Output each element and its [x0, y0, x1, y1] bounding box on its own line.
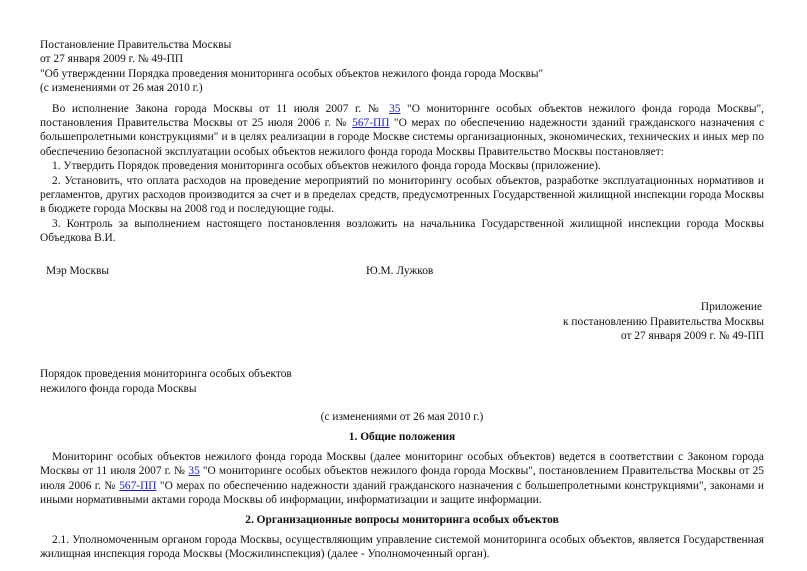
signature-block	[40, 264, 764, 278]
item-1: 1. Утвердить Порядок проведения мониторинга особых объектов нежилого фонда города Москвы (приложение).	[52, 160, 601, 173]
section-1-heading: 1. Общие положения	[348, 430, 456, 443]
header-amendments: (с изменениями от 26 мая 2010 г.)	[40, 82, 203, 95]
law-35-link[interactable]: 35	[389, 102, 401, 115]
order-amendments: (с изменениями от 26 мая 2010 г.)	[320, 411, 484, 424]
document-header	[40, 38, 764, 96]
header-title: Постановление Правительства Москвы	[40, 39, 232, 51]
order-title-line-1: Порядок проведения мониторинга особых объектов	[40, 368, 292, 381]
order-title-line-2: нежилого фонда города Москвы	[40, 382, 197, 395]
s1-decree-567-link[interactable]: 567-ПП	[119, 479, 157, 492]
intro-paragraph	[40, 102, 764, 160]
s1-text-1: Мониторинг особых объектов нежилого фонда города Москвы (далее мониторинг особых объектов) ведется в соответствии с Законом города Москвы от 11 июля 2007 г. №	[40, 450, 764, 478]
appendix-note	[40, 300, 764, 343]
intro-text-3: "О мерах по обеспечению надежности зданий гражданского назначения с большепролетными конструкциями" и в целях реализации в городе Москве системы организационных, экономических, технических и иных мер по обеспечению безопасной эксплуатации особых объектов нежилого фонда города Москвы Правительство Москвы постановляет:	[40, 117, 764, 158]
section-2-paragraph-1: 2.1. Уполномоченным органом города Москвы, осуществляющим управление системой мониторинга особых объектов, является Государственная жилищная инспекция города Москвы (Мосжилинспекция) (далее - Уполномоченный орган).	[40, 533, 764, 561]
section-1-paragraph	[40, 450, 764, 508]
header-date: от 27 января 2009 г. № 49-ПП	[40, 53, 184, 66]
section-2-heading: 2. Организационные вопросы мониторинга особых объектов	[245, 513, 559, 526]
header-subject: "Об утверждении Порядка проведения мониторинга особых объектов нежилого фонда города Москвы"	[40, 67, 544, 80]
intro-text-2: "О мониторинге особых объектов нежилого фонда города Москвы", постановления Правительства Москвы от 25 июля 2006 г. №	[40, 102, 765, 130]
order-title	[40, 367, 764, 396]
signature-title: Мэр Москвы	[46, 264, 110, 277]
appendix-date: от 27 января 2009 г. № 49-ПП	[620, 329, 764, 342]
item-3: 3. Контроль за выполнением настоящего постановления возложить на начальника Государственной жилищной инспекции города Москвы Объедкова В.И.	[40, 217, 764, 245]
document-page	[40, 38, 764, 562]
s1-law-35-link[interactable]: 35	[188, 465, 200, 478]
appendix-decree: к постановлению Правительства Москвы	[563, 315, 764, 328]
appendix-label: Приложение	[700, 301, 762, 314]
s1-text-2: "О мониторинге особых объектов нежилого фонда города Москвы", постановлением Правительства Москвы от 25 июля 2006 г. №	[40, 465, 765, 492]
decree-567-link[interactable]: 567-ПП	[352, 117, 390, 130]
s1-text-3: "О мерах по обеспечению надежности зданий гражданского назначения с большепролетными конструкциями", законами и иными нормативными актами города Москвы об информации, информатизации и защите информации.	[40, 479, 764, 507]
item-2: 2. Установить, что оплата расходов на проведение мероприятий по мониторингу особых объектов, разработке эксплуатационных нормативов и регламентов, других расходов производится за счет и в пределах средств, предусмотренных Государственной жилищной инспекции города Москвы в бюджете города Москвы на 2008 год и последующие годы.	[40, 174, 764, 216]
signature-name: Ю.М. Лужков	[366, 264, 434, 277]
intro-text-1: Во исполнение Закона города Москвы от 11 июля 2007 г. №	[52, 102, 390, 115]
